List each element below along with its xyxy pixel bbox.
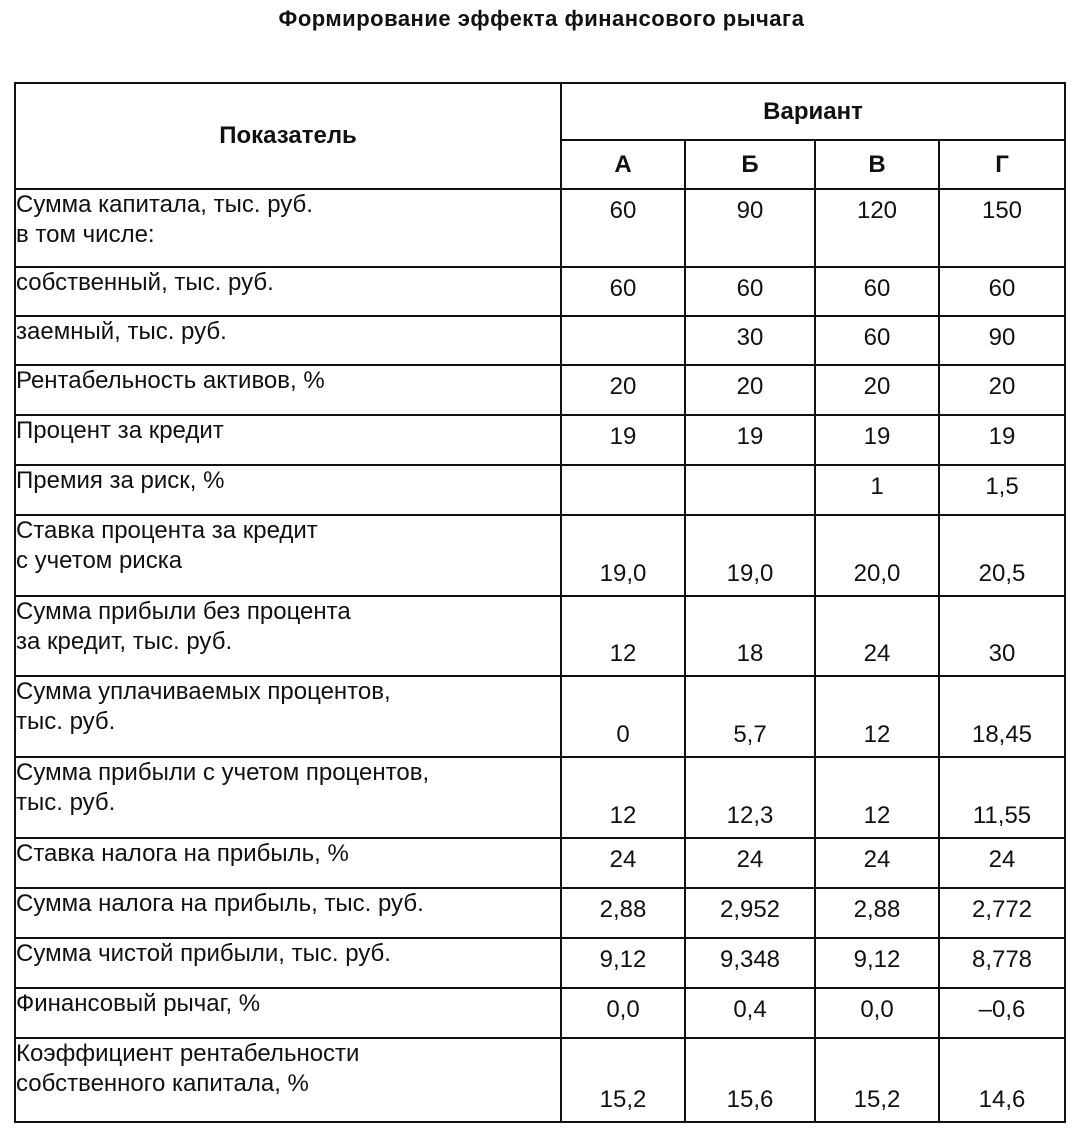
row-label-line: Сумма капитала, тыс. руб. [16,191,313,218]
table-cell: 24 [939,838,1065,888]
row-label-line: заемный, тыс. руб. [16,318,227,345]
row-label [15,415,561,465]
table-cell: 8,778 [939,938,1065,988]
table-cell: 19,0 [561,515,685,596]
variant-header-a: А [561,140,685,189]
table-cell: 19 [815,415,939,465]
row-label-line: Премия за риск, % [16,467,225,494]
row-label-line: Сумма уплачиваемых процентов, [16,678,391,705]
table-cell: 60 [561,189,685,267]
table-cell: 2,952 [685,888,815,938]
row-label-line: с учетом риска [16,547,183,574]
table-cell: 20 [815,365,939,415]
table-cell: 90 [685,189,815,267]
indicator-column-header: Показатель [15,83,561,189]
row-label [15,838,561,888]
table-row [15,988,1065,1038]
table-cell: 15,2 [815,1038,939,1122]
table-cell: 14,6 [939,1038,1065,1122]
document-title: Формирование эффекта финансового рычага [278,6,805,31]
table-cell: 12 [561,757,685,838]
row-label-line: Сумма прибыли без процента [16,598,351,625]
row-label-line: Сумма налога на прибыль, тыс. руб. [16,890,424,917]
table-cell [685,465,815,515]
table-cell: 18,45 [939,676,1065,757]
table-cell: 20,0 [815,515,939,596]
table-cell: 20 [939,365,1065,415]
row-label [15,1038,561,1122]
table-cell: 15,6 [685,1038,815,1122]
row-label [15,757,561,838]
row-label-line: собственный, тыс. руб. [16,269,274,296]
row-label-line: тыс. руб. [16,708,116,735]
table-cell: 5,7 [685,676,815,757]
table-row [15,465,1065,515]
variant-header-g: Г [939,140,1065,189]
table-cell: 9,12 [815,938,939,988]
header-row-1 [15,83,1065,140]
table-cell: 120 [815,189,939,267]
row-label-line: Ставка налога на прибыль, % [16,840,349,867]
table-row [15,267,1065,316]
table-cell: 60 [815,316,939,365]
row-label-line: Ставка процента за кредит [16,517,318,544]
row-label [15,267,561,316]
table-cell: 12 [815,757,939,838]
table-cell: 1,5 [939,465,1065,515]
table-cell: 0,0 [561,988,685,1038]
table-row [15,1038,1065,1122]
table-cell: 9,12 [561,938,685,988]
row-label-line: за кредит, тыс. руб. [16,628,233,655]
table-cell: 90 [939,316,1065,365]
table-cell: 60 [561,267,685,316]
row-label [15,365,561,415]
table-row [15,838,1065,888]
table-row [15,189,1065,267]
table-cell: 11,55 [939,757,1065,838]
table-cell: 0,4 [685,988,815,1038]
table-row [15,757,1065,838]
table-row [15,415,1065,465]
table-cell: 20 [685,365,815,415]
row-label-line: Рентабельность активов, % [16,367,325,394]
table-cell: 30 [939,596,1065,676]
row-label [15,189,561,267]
variant-header-v: В [815,140,939,189]
table-cell: 24 [815,596,939,676]
row-label [15,316,561,365]
table-cell: 60 [939,267,1065,316]
table-row [15,888,1065,938]
row-label [15,596,561,676]
table-row [15,596,1065,676]
table-cell: 12,3 [685,757,815,838]
table-cell: 60 [815,267,939,316]
table-row [15,938,1065,988]
table-row [15,365,1065,415]
row-label [15,465,561,515]
table-cell: 0,0 [815,988,939,1038]
row-label [15,888,561,938]
table-cell: 2,772 [939,888,1065,938]
table-cell: 19 [561,415,685,465]
table-cell: 19,0 [685,515,815,596]
table-cell: 1 [815,465,939,515]
row-label-line: Финансовый рычаг, % [16,990,261,1017]
table-cell: 20 [561,365,685,415]
table-cell: 20,5 [939,515,1065,596]
table-cell [561,465,685,515]
row-label-line: тыс. руб. [16,789,116,816]
table-cell: 24 [685,838,815,888]
row-label-line: Коэффициент рентабельности [16,1040,360,1067]
table-cell: 12 [815,676,939,757]
table-cell: 19 [685,415,815,465]
table-cell: 30 [685,316,815,365]
table-cell: 9,348 [685,938,815,988]
row-label [15,988,561,1038]
table-cell: –0,6 [939,988,1065,1038]
row-label [15,938,561,988]
row-label-line: Сумма прибыли с учетом процентов, [16,759,430,786]
table-cell: 12 [561,596,685,676]
variant-group-header: Вариант [561,83,1065,140]
row-label-line: Процент за кредит [16,417,224,444]
financial-leverage-table [14,82,1066,1123]
row-label-line: собственного капитала, % [16,1070,309,1097]
row-label-line: в том числе: [16,221,155,248]
table-cell: 24 [561,838,685,888]
table-cell: 150 [939,189,1065,267]
row-label [15,676,561,757]
table-cell: 18 [685,596,815,676]
table-cell: 60 [685,267,815,316]
table-row [15,676,1065,757]
table-cell: 2,88 [815,888,939,938]
table-cell: 2,88 [561,888,685,938]
table-cell: 15,2 [561,1038,685,1122]
table-cell: 0 [561,676,685,757]
table-cell: 24 [815,838,939,888]
row-label-line: Сумма чистой прибыли, тыс. руб. [16,940,391,967]
row-label [15,515,561,596]
table-row [15,316,1065,365]
variant-header-b: Б [685,140,815,189]
table-row [15,515,1065,596]
table-cell: 19 [939,415,1065,465]
table-cell [561,316,685,365]
